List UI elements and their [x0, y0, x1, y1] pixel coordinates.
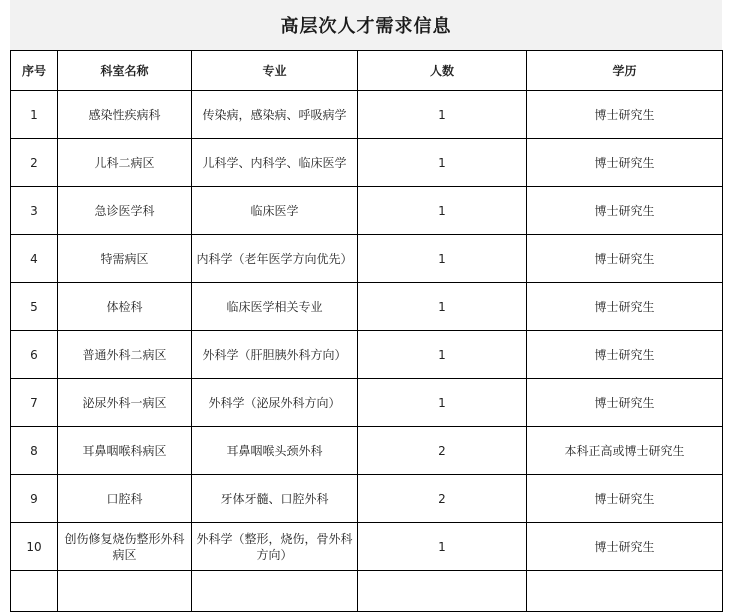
cell-major: 耳鼻咽喉头颈外科 — [192, 427, 358, 475]
table-row — [11, 523, 723, 571]
cell-count: 2 — [358, 427, 527, 475]
talent-demand-table — [10, 50, 723, 612]
cell-count: 1 — [358, 523, 527, 571]
title-bar — [10, 0, 722, 50]
table-row — [11, 427, 723, 475]
cell-department — [58, 571, 192, 612]
page-title: 高层次人才需求信息 — [280, 16, 452, 37]
table-row — [11, 187, 723, 235]
cell-education: 博士研究生 — [527, 187, 723, 235]
header-index: 序号 — [11, 51, 58, 91]
cell-index: 7 — [11, 379, 58, 427]
cell-count: 1 — [358, 379, 527, 427]
cell-department: 急诊医学科 — [58, 187, 192, 235]
cell-major: 内科学（老年医学方向优先） — [192, 235, 358, 283]
cell-major: 临床医学相关专业 — [192, 283, 358, 331]
cell-count — [358, 571, 527, 612]
cell-education: 博士研究生 — [527, 523, 723, 571]
cell-count: 1 — [358, 187, 527, 235]
cell-count: 1 — [358, 235, 527, 283]
cell-education: 博士研究生 — [527, 139, 723, 187]
cell-department: 体检科 — [58, 283, 192, 331]
cell-education — [527, 571, 723, 612]
cell-education: 博士研究生 — [527, 91, 723, 139]
cell-major: 牙体牙髓、口腔外科 — [192, 475, 358, 523]
cell-education: 本科正高或博士研究生 — [527, 427, 723, 475]
cell-index: 8 — [11, 427, 58, 475]
cell-count: 1 — [358, 91, 527, 139]
cell-index: 6 — [11, 331, 58, 379]
cell-department: 创伤修复烧伤整形外科病区 — [58, 523, 192, 571]
table-header-row — [11, 51, 723, 91]
cell-count: 1 — [358, 139, 527, 187]
cell-count: 2 — [358, 475, 527, 523]
cell-education: 博士研究生 — [527, 235, 723, 283]
header-education: 学历 — [527, 51, 723, 91]
cell-education: 博士研究生 — [527, 283, 723, 331]
cell-major: 儿科学、内科学、临床医学 — [192, 139, 358, 187]
table-row — [11, 475, 723, 523]
cell-major: 外科学（肝胆胰外科方向） — [192, 331, 358, 379]
cell-major — [192, 571, 358, 612]
cell-index: 10 — [11, 523, 58, 571]
table-row — [11, 283, 723, 331]
cell-education: 博士研究生 — [527, 331, 723, 379]
cell-major: 外科学（泌尿外科方向） — [192, 379, 358, 427]
table-row — [11, 331, 723, 379]
cell-index: 9 — [11, 475, 58, 523]
cell-department: 普通外科二病区 — [58, 331, 192, 379]
cell-index: 2 — [11, 139, 58, 187]
cell-education: 博士研究生 — [527, 475, 723, 523]
cell-index: 4 — [11, 235, 58, 283]
cell-major: 临床医学 — [192, 187, 358, 235]
cell-count: 1 — [358, 283, 527, 331]
cell-department: 儿科二病区 — [58, 139, 192, 187]
cell-major: 传染病，感染病、呼吸病学 — [192, 91, 358, 139]
table-row — [11, 139, 723, 187]
cell-department: 感染性疾病科 — [58, 91, 192, 139]
header-major: 专业 — [192, 51, 358, 91]
cell-department: 泌尿外科一病区 — [58, 379, 192, 427]
cell-index: 1 — [11, 91, 58, 139]
table-row — [11, 571, 723, 612]
cell-index: 5 — [11, 283, 58, 331]
cell-count: 1 — [358, 331, 527, 379]
cell-major: 外科学（整形，烧伤，骨外科方向） — [192, 523, 358, 571]
cell-index: 3 — [11, 187, 58, 235]
cell-department: 口腔科 — [58, 475, 192, 523]
cell-index — [11, 571, 58, 612]
table-row — [11, 91, 723, 139]
cell-department: 耳鼻咽喉科病区 — [58, 427, 192, 475]
header-count: 人数 — [358, 51, 527, 91]
header-department: 科室名称 — [58, 51, 192, 91]
cell-education: 博士研究生 — [527, 379, 723, 427]
table-row — [11, 379, 723, 427]
table-row — [11, 235, 723, 283]
cell-department: 特需病区 — [58, 235, 192, 283]
